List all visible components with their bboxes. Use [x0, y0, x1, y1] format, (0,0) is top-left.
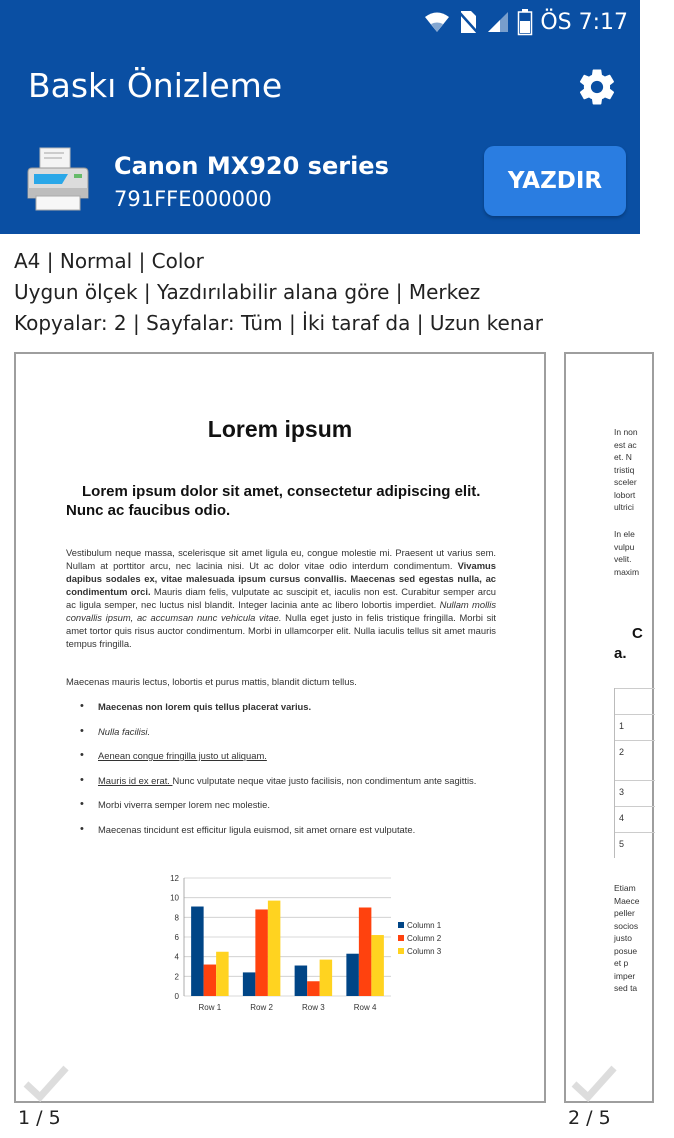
printer-icon	[24, 144, 92, 216]
chart-bar	[346, 954, 359, 996]
page2-table-row: 1	[615, 714, 655, 731]
page-selected-check-icon[interactable]	[22, 1062, 70, 1102]
para-text: Nulla eget justo in felis tristique fringilla. Morbi sit amet tortor quis risus auctor condimentum. Morbi in ullamcorper elit. Nulla iaculis tellus sit amet mauris tempus fringilla.	[66, 612, 496, 649]
page2-text-line: et p	[614, 958, 629, 968]
para-text: Vestibulum neque massa, scelerisque sit amet ligula eu, congue molestie mi. Praesent ut varius sem. Nullam at porttitor arcu, nec lacinia nisi. Ut ac dolor vitae odio interdum condimentum.	[66, 547, 496, 571]
chart-x-tick-label: Row 2	[250, 1003, 273, 1012]
chart-y-tick-label: 12	[170, 874, 179, 883]
page2-text-line: sed ta	[614, 983, 638, 993]
doc-paragraph-1	[66, 546, 496, 650]
page2-table-row: 3	[615, 780, 655, 797]
page2-heading-b: a.	[614, 645, 627, 662]
list-item-text: Aenean congue fringilla justo ut aliquam.	[98, 750, 267, 761]
chart-legend-swatch	[398, 922, 404, 928]
list-item	[80, 725, 498, 738]
chart-legend-label: Column 1	[407, 921, 442, 930]
clock: ÖS 7:17	[540, 9, 628, 35]
chart-bar	[371, 935, 384, 996]
print-settings-summary[interactable]	[14, 246, 543, 339]
settings-gear-icon[interactable]	[576, 66, 618, 108]
settings-line-copies: Kopyalar: 2 | Sayfalar: Tüm | İki taraf da | Uzun kenar	[14, 311, 543, 335]
page2-text-line: Etiam	[614, 883, 636, 893]
chart-bar	[295, 966, 308, 996]
doc-bullet-list	[80, 700, 498, 847]
chart-y-tick-label: 6	[174, 933, 179, 942]
chart-bar	[216, 952, 229, 996]
screen-title: Baskı Önizleme	[28, 66, 283, 105]
page2-text-line: ultrici	[614, 502, 634, 512]
page-preview-2[interactable]	[564, 352, 654, 1103]
chart-y-tick-label: 8	[174, 913, 179, 923]
chart-bar	[243, 972, 256, 996]
page-preview-1[interactable]	[14, 352, 546, 1103]
page2-text-line: Maece	[614, 895, 640, 906]
settings-line-paper: A4 | Normal | Color	[14, 249, 204, 273]
list-item	[80, 700, 498, 713]
page2-text-line: tristiq	[614, 464, 635, 475]
chart-bar	[255, 909, 268, 996]
page2-table-row: 2	[615, 740, 655, 757]
page2-table-row: 4	[615, 806, 655, 823]
page2-text-line: sceler	[614, 477, 637, 487]
page2-text-line: imper	[614, 970, 636, 981]
print-button[interactable]: YAZDIR	[484, 146, 626, 216]
page2-text-line: posue	[614, 945, 638, 956]
chart-x-tick-label: Row 1	[198, 1003, 222, 1012]
chart-legend-label: Column 3	[407, 947, 442, 956]
page-selected-check-icon[interactable]	[570, 1062, 618, 1102]
signal-icon	[486, 10, 510, 34]
page2-table-row: 5	[615, 832, 655, 849]
printer-name: Canon MX920 series	[114, 152, 389, 180]
list-item	[80, 774, 498, 787]
page2-text-line: peller	[614, 908, 635, 918]
chart-y-tick-label: 10	[170, 893, 179, 903]
doc-paragraph-2: Maecenas mauris lectus, lobortis et purus mattis, blandit dictum tellus.	[66, 676, 357, 687]
page2-text-line: et. N	[614, 452, 632, 462]
settings-line-scale: Uygun ölçek | Yazdırılabilir alana göre | Merkez	[14, 280, 481, 304]
para-bold-text: Vivamus dapibus sodales ex, vitae malesuada ipsum cursus convallis. Maecenas sed egestas nulla, ac condimentum orci.	[66, 560, 496, 597]
chart-bar	[191, 907, 204, 996]
bar-chart	[146, 872, 446, 1022]
list-item-text-rest: Nunc vulputate neque vitae justo facilisis, non condimentum ante sagittis.	[172, 774, 477, 786]
list-item-text: Nulla facilisi.	[98, 725, 151, 737]
page2-text-line: velit.	[614, 554, 632, 564]
page2-text-line: maxim	[614, 566, 640, 577]
list-item-text: Maecenas non lorem quis tellus placerat varius.	[98, 701, 312, 712]
doc-subtitle: Lorem ipsum dolor sit amet, consectetur adipiscing elit. Nunc ac faucibus odio.	[66, 483, 481, 519]
chart-bar	[268, 901, 281, 996]
page2-text-line: vulpu	[614, 541, 635, 552]
chart-bar	[204, 965, 217, 996]
page2-text-line: In ele	[614, 529, 635, 539]
no-sim-icon	[458, 10, 478, 34]
page2-heading-a: C	[632, 625, 643, 642]
chart-bar	[320, 960, 333, 996]
list-item-text: Mauris id ex erat.	[98, 774, 173, 786]
page2-table	[614, 688, 654, 858]
chart-legend-swatch	[398, 948, 404, 954]
status-bar	[0, 0, 640, 44]
page2-table-row	[615, 688, 655, 695]
page2-text-line: lobort	[614, 489, 636, 500]
page2-text-line: est ac	[614, 439, 637, 450]
list-item	[80, 823, 498, 836]
page2-text-line: socios	[614, 920, 639, 931]
chart-bar	[359, 908, 372, 997]
printer-id: 791FFE000000	[114, 187, 272, 211]
chart-bar	[307, 981, 320, 996]
page2-text-line: justo	[614, 933, 632, 943]
battery-icon	[518, 9, 532, 35]
app-bar	[0, 44, 640, 234]
chart-y-tick-label: 0	[174, 992, 179, 1001]
doc-title: Lorem ipsum	[207, 416, 353, 442]
list-item-text: Maecenas tincidunt est efficitur ligula euismod, sit amet ornare est vulputate.	[98, 823, 416, 835]
chart-y-tick-label: 4	[174, 952, 179, 962]
page2-text-line: In non	[614, 427, 638, 437]
para-text: Mauris diam felis, vulputate ac suscipit et, iaculis non est. Curabitur semper arcu ac ligula semper, nec luctus nisl blandit. Integer lacinia ante ac libero lobortis imperdiet.	[66, 586, 496, 610]
status-icons	[424, 8, 628, 36]
chart-legend-swatch	[398, 935, 404, 941]
chart-x-tick-label: Row 4	[353, 1003, 377, 1012]
chart-legend-label: Column 2	[407, 934, 442, 943]
wifi-icon	[424, 11, 450, 33]
list-item	[80, 749, 498, 762]
page-number-1: 1 / 5	[18, 1107, 61, 1129]
chart-x-tick-label: Row 3	[302, 1003, 325, 1012]
list-item-text: Morbi viverra semper lorem nec molestie.	[98, 799, 270, 810]
chart-y-tick-label: 2	[174, 972, 179, 982]
page-number-2: 2 / 5	[568, 1107, 611, 1129]
para-italic-text: Nullam mollis convallis ipsum, ac accumsan nunc vehicula vitae.	[66, 599, 497, 623]
list-item	[80, 798, 498, 811]
